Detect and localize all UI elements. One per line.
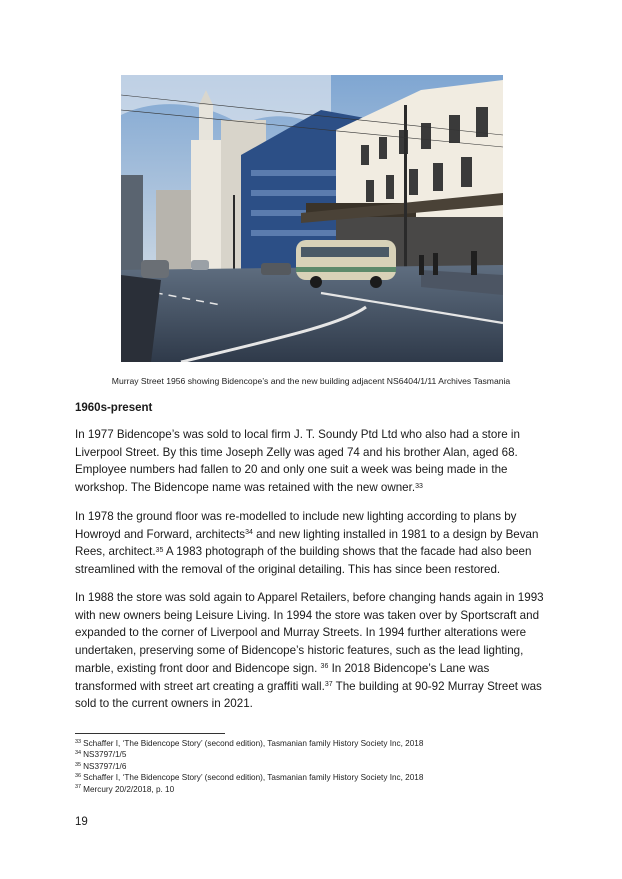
paragraph-2-text-b: and new lighting installed in 1981 to a design by Bevan Rees, architect. [75,527,539,559]
footnote-text: Mercury 20/2/2018, p. 10 [83,784,175,794]
paragraph-3 [75,589,553,713]
footnote-text: Schaffer I, ‘The Bidencope Story’ (second edition), Tasmanian family History Society Inc, 2018 [83,773,424,783]
footnote-item [75,749,545,760]
paragraph-2 [75,508,553,579]
footnote-ref-35[interactable]: 35 [155,546,164,554]
page-number: 19 [75,816,88,828]
street-photograph-illustration [121,75,503,362]
section-heading: 1960s-present [75,402,153,414]
paragraph-3-text-b: In 2018 Bidencope’s Lane was transformed with street art creating a graffiti wall. [75,661,490,693]
footnote-ref-34[interactable]: 34 [245,529,253,537]
paragraph-2-text-a: In 1978 the ground floor was re-modelled to include new lighting according to plans by Howroyd and Forward, architects [75,510,517,541]
paragraph-3-text-c: The building at 90-92 Murray Street was sold to the current owners in 2021. [75,679,542,711]
paragraph-1 [75,426,553,497]
footnote-number: 34 [75,750,82,757]
footnote-text: Schaffer I, ‘The Bidencope Story’ (second edition), Tasmanian family History Society Inc, 2018 [83,739,424,748]
footnote-divider [75,733,225,734]
footnote-item [75,772,545,783]
footnote-ref-33[interactable]: 33 [415,482,423,490]
footnote-number: 33 [75,738,82,745]
footnote-ref-36[interactable]: 36 [320,663,329,671]
street-photograph [121,75,503,362]
footnote-ref-37[interactable]: 37 [324,681,333,689]
footnote-item [75,784,545,795]
footnotes-list [75,738,545,795]
footnote-number: 37 [75,784,82,791]
paragraph-3-text-a: In 1988 the store was sold again to Apparel Retailers, before changing hands again in 1993 with new owners being Leisure Living. In 1994 the store was taken over by Sportscraft and expanded to the corner of Liverpool and Murray Streets. In 1994 further alterations were undertaken, preserving some of Bidencope’s historic features, such as the lead lighting, marble, existing front door and Bidencope sign. [75,591,544,675]
footnote-item [75,761,545,772]
footnote-number: 35 [75,761,82,768]
figure-caption: Murray Street 1956 showing Bidencope’s and the new building adjacent NS6404/1/11 Archives Tasmania [111,376,511,386]
paragraph-2-text-c: A 1983 photograph of the building shows that the facade had also been streamlined with the removal of the original detailing. This has since been restored. [75,545,532,577]
footnote-number: 36 [75,772,82,779]
paragraph-1-text: In 1977 Bidencope’s was sold to local firm J. T. Soundy Ptd Ltd who also had a store in Liverpool Street. By this time Joseph Zelly was aged 74 and his brother Alan, aged 68. Employee numbers had fallen to 20 and only one suit a week was being made in the workshop. The Bidencope name was retained with the new owner. [75,428,520,495]
footnote-text: NS3797/1/6 [83,761,127,771]
footnote-item [75,738,545,749]
footnote-text: NS3797/1/5 [83,750,127,760]
